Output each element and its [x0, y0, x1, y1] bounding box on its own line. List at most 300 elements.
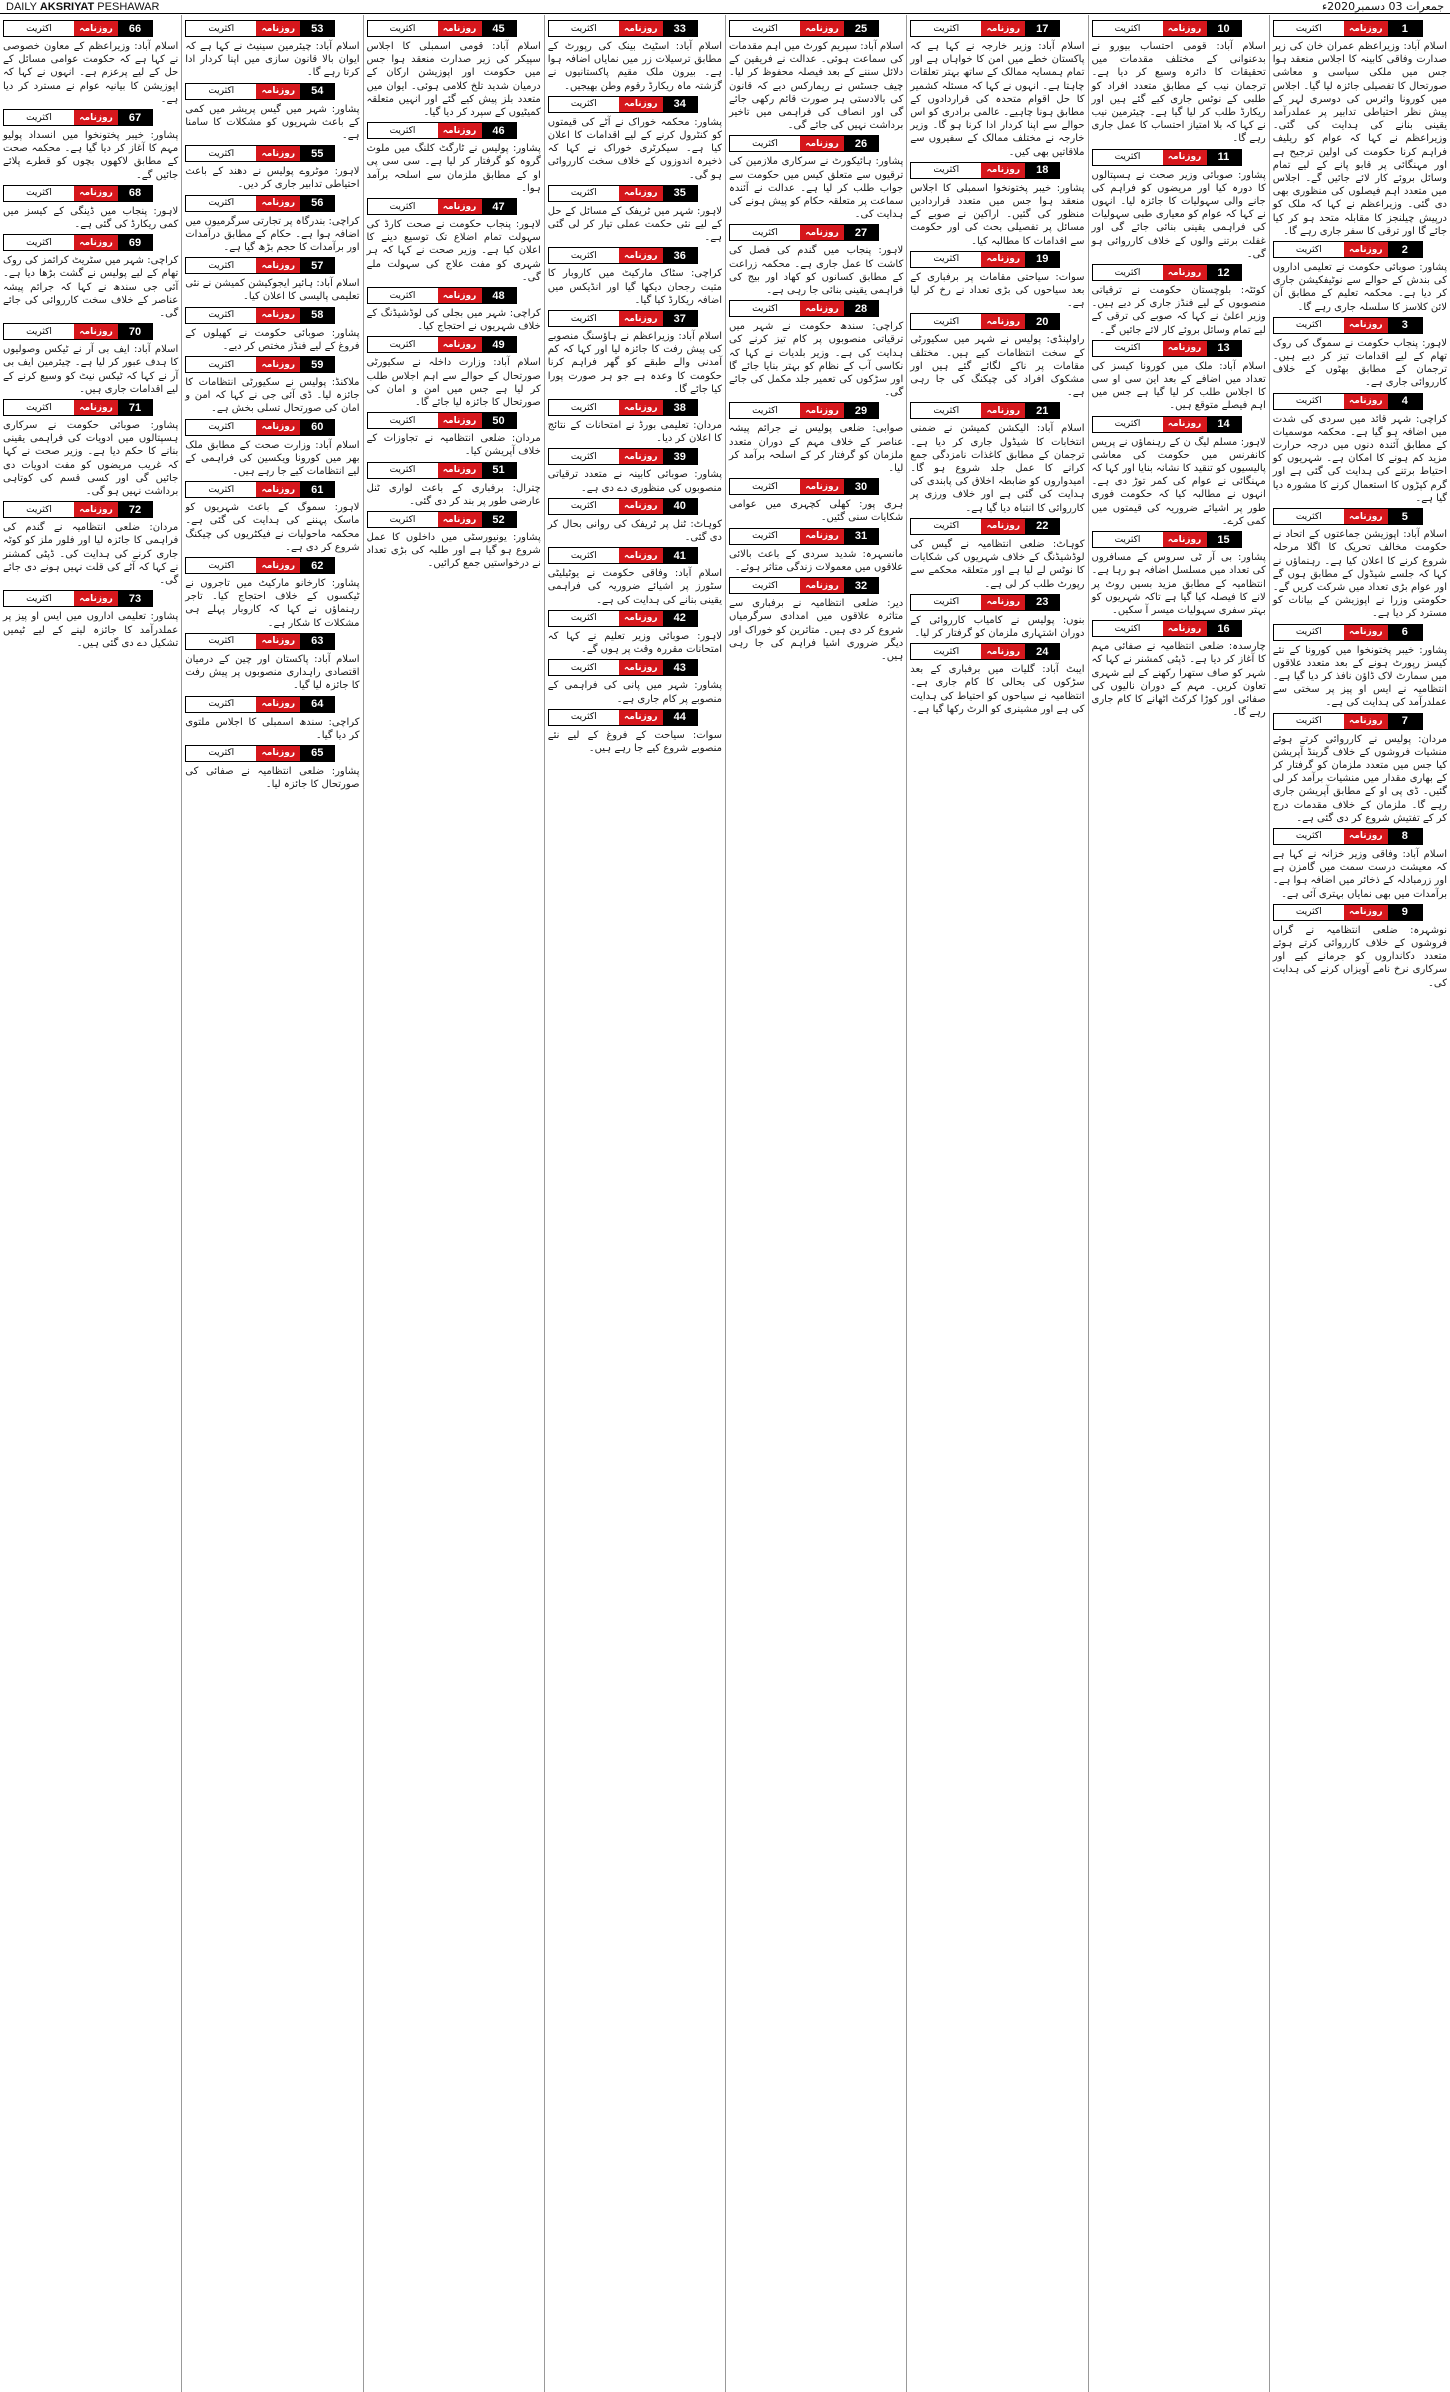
item-body-text: پشاور: خیبر پختونخوا میں انسداد پولیو مہم کا آغاز کر دیا گیا ہے۔ محکمہ صحت کے مطابق لاکھوں بچوں کو قطرے پلائے جائیں گے۔ — [3, 130, 179, 181]
item-number: 19 — [1025, 252, 1059, 267]
item-number: 42 — [663, 611, 697, 626]
badge-logo: روزنامہ — [800, 403, 844, 418]
item-body-text: کراچی: شہر میں بجلی کی لوڈشیڈنگ کے خلاف شہریوں نے احتجاج کیا۔ — [366, 308, 541, 333]
badge-logo: روزنامہ — [1163, 417, 1207, 432]
item-number: 6 — [1388, 625, 1422, 640]
badge-logo: روزنامہ — [619, 499, 663, 514]
item-body-text: اسلام آباد: اپوزیشن جماعتوں کے اتحاد نے حکومت مخالف تحریک کا اگلا مرحلہ شروع کرنے کا اعلان کیا ہے۔ رہنماؤں نے کہا کہ جلسے شیڈول کے مطابق ہوں گے اور عوام بڑی تعداد میں شرکت کریں گے۔ حکومتی وزرا نے اپوزیشن کے بیانات کو مسترد کر دیا ہے۔ — [1272, 529, 1447, 620]
news-item — [910, 313, 1084, 399]
badge-paper-name: اکثریت — [549, 400, 619, 415]
item-number: 22 — [1025, 519, 1059, 534]
badge-logo: روزنامہ — [438, 463, 482, 478]
badge-paper-name: اکثریت — [4, 186, 74, 201]
item-body-text: پشاور: خیبر پختونخوا اسمبلی کا اجلاس منعقد ہوا جس میں متعدد قراردادیں منظور کی گئیں۔ اراکین نے صوبے کے مسائل پر تفصیلی بحث کی اور حکومت سے اقدامات کا مطالبہ کیا۔ — [910, 182, 1085, 247]
item-body-text: مانسہرہ: شدید سردی کے باعث بالائی علاقوں میں معمولات زندگی متاثر ہوئے۔ — [729, 548, 904, 573]
badge-paper-name: اکثریت — [1274, 509, 1344, 524]
badge-logo: روزنامہ — [619, 660, 663, 675]
item-body-text: لاہور: پنجاب میں گندم کی فصل کی کاشت کا عمل جاری ہے۔ محکمہ زراعت کے مطابق کسانوں کو کھاد اور بیج کی فراہمی یقینی بنائی جا رہی ہے۔ — [729, 245, 904, 297]
item-badge — [548, 310, 698, 327]
badge-logo: روزنامہ — [438, 21, 482, 36]
item-body-text: پشاور: محکمہ خوراک نے آٹے کی قیمتوں کو کنٹرول کرنے کے لیے اقدامات کا اعلان کیا ہے۔ سیکرٹری خوراک نے کہا کہ ذخیرہ اندوزوں کے خلاف سخت کارروائی ہو گی۔ — [547, 116, 722, 181]
badge-logo: روزنامہ — [256, 634, 300, 649]
item-badge — [3, 234, 153, 251]
item-number: 15 — [1207, 532, 1241, 547]
badge-paper-name: اکثریت — [1274, 394, 1344, 409]
item-badge — [729, 224, 879, 241]
item-body-text: اسلام آباد: وزیر خارجہ نے کہا ہے کہ پاکستان خطے میں امن کا خواہاں ہے اور تمام ہمسایہ ممالک کے ساتھ بہتر تعلقات چاہتا ہے۔ انہوں نے کہا کہ مسئلہ کشمیر کا حل اقوام متحدہ کی قراردادوں کے مطابق ہونا چاہیے۔ عالمی برادری کو اس حوالے سے اپنا کردار ادا کرنا ہو گا۔ وزیر خارجہ نے مختلف ممالک کے سفیروں سے ملاقاتیں بھی کیں۔ — [910, 41, 1085, 158]
badge-paper-name: اکثریت — [730, 479, 800, 494]
item-badge — [548, 448, 698, 465]
item-badge — [729, 135, 879, 152]
item-badge — [185, 356, 335, 373]
news-item — [367, 511, 541, 571]
item-number: 38 — [663, 400, 697, 415]
badge-paper-name: اکثریت — [549, 248, 619, 263]
item-number: 47 — [482, 199, 516, 214]
badge-paper-name: اکثریت — [186, 697, 256, 712]
item-body-text: مردان: تعلیمی بورڈ نے امتحانات کے نتائج کا اعلان کر دیا۔ — [547, 420, 722, 445]
news-item — [910, 20, 1084, 159]
news-item — [1273, 508, 1447, 620]
badge-logo: روزنامہ — [438, 123, 482, 138]
item-body-text: لاہور: مسلم لیگ ن کے رہنماؤں نے پریس کانفرنس میں حکومت کی معاشی پالیسیوں کو تنقید کا نشانہ بنایا اور کہا کہ مہنگائی نے عوام کی کمر توڑ دی ہے۔ انہوں نے مطالبہ کیا کہ حکومت فوری طور پر اشیائے ضروریہ کی قیمتوں میں کمی کرے۔ — [1091, 436, 1266, 527]
item-number: 51 — [482, 463, 516, 478]
news-item — [185, 633, 359, 693]
badge-paper-name: اکثریت — [1093, 532, 1163, 547]
badge-paper-name: اکثریت — [549, 186, 619, 201]
badge-logo: روزنامہ — [1163, 621, 1207, 636]
badge-logo: روزنامہ — [438, 337, 482, 352]
news-item — [1273, 904, 1447, 990]
item-body-text: کراچی: سندھ اسمبلی کا اجلاس ملتوی کر دیا گیا۔ — [185, 716, 360, 741]
item-number: 72 — [118, 502, 152, 517]
badge-paper-name: اکثریت — [368, 21, 438, 36]
item-number: 52 — [482, 512, 516, 527]
item-number: 58 — [300, 308, 334, 323]
news-column — [0, 15, 181, 2392]
item-badge — [548, 399, 698, 416]
item-badge — [1273, 624, 1423, 641]
news-column — [1269, 15, 1450, 2392]
item-body-text: بنوں: پولیس نے کامیاب کارروائی کے دوران اشتہاری ملزمان کو گرفتار کر لیا۔ — [910, 614, 1085, 639]
badge-logo: روزنامہ — [1163, 21, 1207, 36]
badge-paper-name: اکثریت — [1274, 318, 1344, 333]
item-number: 25 — [844, 21, 878, 36]
badge-paper-name: اکثریت — [368, 123, 438, 138]
item-badge — [729, 20, 879, 37]
badge-logo: روزنامہ — [256, 308, 300, 323]
item-body-text: اسلام آباد: قومی احتساب بیورو نے بدعنوانی کے مختلف مقدمات میں تحقیقات کا دائرہ وسیع کر دیا ہے۔ ترجمان نیب کے مطابق متعدد افراد کو طلبی کے نوٹس جاری کیے گئے ہیں اور ریکارڈ طلب کر لیا گیا ہے۔ چیئرمین نیب نے کہا کہ بلا امتیاز احتساب کا عمل جاری رہے گا۔ — [1091, 41, 1266, 145]
badge-paper-name: اکثریت — [549, 548, 619, 563]
item-badge — [367, 462, 517, 479]
item-body-text: سوات: سیاحت کے فروغ کے لیے نئے منصوبے شروع کیے جا رہے ہیں۔ — [547, 729, 722, 754]
badge-logo: روزنامہ — [619, 248, 663, 263]
item-number: 40 — [663, 499, 697, 514]
item-badge — [367, 122, 517, 139]
item-number: 30 — [844, 479, 878, 494]
item-number: 5 — [1388, 509, 1422, 524]
item-number: 64 — [300, 697, 334, 712]
item-badge — [1273, 20, 1423, 37]
news-column — [725, 15, 906, 2392]
item-number: 18 — [1025, 163, 1059, 178]
item-badge — [1273, 904, 1423, 921]
badge-logo: روزنامہ — [800, 301, 844, 316]
item-body-text: پشاور: صوبائی حکومت نے کھیلوں کے فروغ کے لیے فنڈز مختص کر دیے۔ — [185, 327, 360, 352]
brand-prefix: DAILY — [6, 0, 40, 13]
badge-paper-name: اکثریت — [911, 314, 981, 329]
item-number: 11 — [1207, 150, 1241, 165]
item-badge — [729, 528, 879, 545]
item-number: 61 — [300, 482, 334, 497]
item-badge — [910, 162, 1060, 179]
item-number: 60 — [300, 420, 334, 435]
item-number: 70 — [118, 324, 152, 339]
news-item — [548, 709, 722, 755]
badge-logo: روزنامہ — [800, 21, 844, 36]
badge-paper-name: اکثریت — [549, 97, 619, 112]
item-badge — [910, 313, 1060, 330]
item-body-text: دیر: ضلعی انتظامیہ نے برفباری سے متاثرہ علاقوں میں امدادی سرگرمیاں شروع کر دی ہیں۔ متاثرین کو خوراک اور دیگر ضروری اشیا فراہم کی جا رہی ہیں۔ — [729, 598, 904, 662]
badge-paper-name: اکثریت — [911, 252, 981, 267]
item-body-text: پشاور: کارخانو مارکیٹ میں تاجروں نے ٹیکسوں کے خلاف احتجاج کیا۔ تاجر رہنماؤں نے کہا کہ کاروبار پہلے ہی مشکلات کا شکار ہے۔ — [185, 578, 360, 629]
item-body-text: اسلام آباد: وزارت صحت کے مطابق ملک بھر میں کورونا ویکسین کی فراہمی کے لیے انتظامات کیے جا رہے ہیں۔ — [185, 439, 360, 478]
news-item — [729, 528, 903, 574]
badge-paper-name: اکثریت — [186, 558, 256, 573]
newspaper-brand — [6, 1, 159, 13]
item-number: 46 — [482, 123, 516, 138]
item-body-text: اسلام آباد: ایف بی آر نے ٹیکس وصولیوں کا ہدف عبور کر لیا ہے۔ چیئرمین ایف بی آر نے کہا کہ ٹیکس نیٹ کو وسیع کرنے کے لیے اقدامات جاری ہیں۔ — [3, 344, 179, 395]
news-item — [185, 83, 359, 143]
badge-paper-name: اکثریت — [1274, 714, 1344, 729]
item-body-text: مردان: پولیس نے کارروائی کرتے ہوئے منشیات فروشوں کے خلاف گرینڈ آپریشن کیا جس میں متعدد ملزمان کو گرفتار کر کے بھاری مقدار میں منشیات برآمد کر لی گئیں۔ ڈی پی او کے مطابق آپریشن جاری رہے گا۔ ملزمان کے خلاف مقدمات درج کر کے تفتیش شروع کر دی گئی ہے۔ — [1272, 733, 1447, 824]
item-badge — [910, 643, 1060, 660]
news-item — [3, 323, 178, 396]
item-body-text: پشاور: پولیس نے ٹارگٹ کلنگ میں ملوث گروہ کو گرفتار کر لیا ہے۔ سی سی پی او کے مطابق ملزمان سے اسلحہ برآمد ہوا۔ — [366, 143, 541, 194]
badge-logo: روزنامہ — [256, 357, 300, 372]
news-item — [185, 257, 359, 303]
item-badge — [548, 610, 698, 627]
item-number: 36 — [663, 248, 697, 263]
badge-paper-name: اکثریت — [1274, 21, 1344, 36]
item-body-text: کراچی: بندرگاہ پر تجارتی سرگرمیوں میں اضافہ ہوا ہے۔ حکام کے مطابق درآمدات اور برآمدات کا حجم بڑھ گیا ہے۔ — [185, 215, 360, 254]
badge-paper-name: اکثریت — [549, 449, 619, 464]
badge-paper-name: اکثریت — [186, 482, 256, 497]
item-body-text: کراچی: سندھ حکومت نے شہر میں ترقیاتی منصوبوں پر کام تیز کرنے کی ہدایت کی ہے۔ وزیر بلدیات نے کہا کہ نکاسی آب کے نظام کو بہتر بنایا جائے گا اور سڑکوں کی تعمیر جلد مکمل کی جائے گی۔ — [729, 321, 904, 399]
item-badge — [1273, 508, 1423, 525]
brand-city: PESHAWAR — [94, 0, 160, 13]
news-item — [185, 745, 359, 791]
badge-paper-name: اکثریت — [186, 420, 256, 435]
dateline: جمعرات 03 دسمبر2020ء — [1321, 0, 1444, 13]
item-number: 28 — [844, 301, 878, 316]
badge-paper-name: اکثریت — [186, 258, 256, 273]
news-item — [367, 462, 541, 508]
item-body-text: پشاور: ہائیکورٹ نے سرکاری ملازمین کی ترقیوں سے متعلق کیس میں حکومت سے جواب طلب کر لیا ہے۔ عدالت نے آئندہ سماعت پر متعلقہ حکام کو پیش ہونے کی ہدایت کی۔ — [729, 156, 904, 221]
news-item — [910, 251, 1084, 311]
item-number: 55 — [300, 146, 334, 161]
item-badge — [367, 412, 517, 429]
badge-paper-name: اکثریت — [4, 235, 74, 250]
badge-paper-name: اکثریت — [730, 403, 800, 418]
item-badge — [3, 323, 153, 340]
item-number: 39 — [663, 449, 697, 464]
badge-logo: روزنامہ — [74, 186, 118, 201]
news-item — [1273, 828, 1447, 901]
item-number: 10 — [1207, 21, 1241, 36]
item-badge — [729, 577, 879, 594]
item-number: 37 — [663, 311, 697, 326]
badge-paper-name: اکثریت — [1274, 625, 1344, 640]
news-item — [1273, 317, 1447, 390]
badge-logo: روزنامہ — [981, 21, 1025, 36]
badge-logo: روزنامہ — [74, 235, 118, 250]
item-body-text: پشاور: شہر میں گیس پریشر میں کمی کے باعث شہریوں کو مشکلات کا سامنا ہے۔ — [185, 103, 360, 142]
news-item — [729, 135, 903, 221]
badge-paper-name: اکثریت — [549, 499, 619, 514]
item-number: 49 — [482, 337, 516, 352]
badge-logo: روزنامہ — [74, 110, 118, 125]
news-item — [3, 109, 178, 182]
news-item — [548, 247, 722, 307]
item-number: 53 — [300, 21, 334, 36]
news-item — [1273, 20, 1447, 238]
item-body-text: پشاور: شہر میں پانی کی فراہمی کے منصوبے پر کام جاری ہے۔ — [547, 680, 722, 705]
badge-paper-name: اکثریت — [730, 225, 800, 240]
badge-paper-name: اکثریت — [186, 634, 256, 649]
news-item — [185, 356, 359, 416]
item-number: 57 — [300, 258, 334, 273]
item-badge — [1092, 620, 1242, 637]
item-body-text: چترال: برفباری کے باعث لواری ٹنل عارضی طور پر بند کر دی گئی۔ — [366, 482, 541, 507]
item-badge — [185, 696, 335, 713]
badge-logo: روزنامہ — [438, 512, 482, 527]
item-body-text: ایبٹ آباد: گلیات میں برفباری کے بعد سڑکوں کی بحالی کا کام جاری ہے۔ انتظامیہ نے سیاحوں کو احتیاط کی ہدایت کی ہے اور مشینری کو الرٹ رکھا گیا ہے۔ — [910, 664, 1085, 715]
news-item — [1092, 340, 1266, 413]
badge-logo: روزنامہ — [981, 644, 1025, 659]
item-number: 14 — [1207, 417, 1241, 432]
news-item — [548, 399, 722, 445]
item-body-text: پشاور: صوبائی کابینہ نے متعدد ترقیاتی منصوبوں کی منظوری دے دی ہے۔ — [547, 469, 722, 494]
item-badge — [1273, 713, 1423, 730]
badge-paper-name: اکثریت — [186, 196, 256, 211]
news-item — [910, 518, 1084, 591]
item-body-text: مردان: ضلعی انتظامیہ نے تجاوزات کے خلاف آپریشن کیا۔ — [366, 433, 541, 458]
news-item — [548, 20, 722, 93]
news-item — [185, 145, 359, 191]
badge-logo: روزنامہ — [800, 225, 844, 240]
badge-paper-name: اکثریت — [4, 21, 74, 36]
news-column — [906, 15, 1087, 2392]
item-number: 48 — [482, 288, 516, 303]
badge-logo: روزنامہ — [981, 595, 1025, 610]
news-item — [910, 162, 1084, 248]
item-badge — [1273, 241, 1423, 258]
item-body-text: پشاور: صوبائی حکومت نے سرکاری ہسپتالوں میں ادویات کی فراہمی یقینی بنانے کا حکم دیا ہے۔ وزیر صحت نے کہا کہ غریب مریضوں کو مفت ادویات دی جائیں گی اور کسی قسم کی کوتاہی برداشت نہیں ہو گی۔ — [3, 420, 179, 498]
badge-paper-name: اکثریت — [911, 403, 981, 418]
item-number: 54 — [300, 84, 334, 99]
item-badge — [3, 185, 153, 202]
badge-paper-name: اکثریت — [549, 311, 619, 326]
badge-logo: روزنامہ — [438, 413, 482, 428]
badge-paper-name: اکثریت — [730, 529, 800, 544]
badge-logo: روزنامہ — [256, 746, 300, 761]
item-badge — [185, 257, 335, 274]
badge-logo: روزنامہ — [619, 311, 663, 326]
item-number: 56 — [300, 196, 334, 211]
item-badge — [3, 20, 153, 37]
badge-logo: روزنامہ — [981, 314, 1025, 329]
brand-name: AKSRIYAT — [39, 0, 95, 13]
news-item — [367, 20, 541, 119]
item-number: 29 — [844, 403, 878, 418]
item-number: 68 — [118, 186, 152, 201]
badge-logo: روزنامہ — [1163, 265, 1207, 280]
news-column — [363, 15, 544, 2392]
item-body-text: کوہاٹ: ضلعی انتظامیہ نے گیس کی لوڈشیڈنگ کے خلاف شہریوں کی شکایات کا نوٹس لے لیا ہے اور متعلقہ محکمے سے رپورٹ طلب کر لی ہے۔ — [910, 538, 1085, 590]
badge-logo: روزنامہ — [256, 196, 300, 211]
item-number: 20 — [1025, 314, 1059, 329]
item-badge — [548, 247, 698, 264]
item-badge — [548, 547, 698, 564]
item-body-text: اسلام آباد: ہائیر ایجوکیشن کمیشن نے نئی تعلیمی پالیسی کا اعلان کیا۔ — [185, 278, 360, 303]
news-item — [548, 659, 722, 705]
item-badge — [1273, 317, 1423, 334]
news-item — [1092, 620, 1266, 719]
badge-paper-name: اکثریت — [186, 746, 256, 761]
news-item — [1092, 264, 1266, 337]
item-number: 17 — [1025, 21, 1059, 36]
badge-paper-name: اکثریت — [186, 21, 256, 36]
item-badge — [1092, 416, 1242, 433]
badge-logo: روزنامہ — [256, 558, 300, 573]
item-badge — [3, 590, 153, 607]
item-body-text: پشاور: بی آر ٹی سروس کے مسافروں کی تعداد میں مسلسل اضافہ ہو رہا ہے۔ انتظامیہ کے مطابق مزید بسیں روٹ پر لانے کا فیصلہ کیا گیا ہے تاکہ شہریوں کو بہتر سفری سہولیات میسر آ سکیں۔ — [1091, 552, 1266, 616]
item-body-text: پشاور: خیبر پختونخوا میں کورونا کے نئے کیسز رپورٹ ہونے کے بعد متعدد علاقوں میں سمارٹ لاک ڈاؤن نافذ کر دیا گیا ہے۔ انتظامیہ نے ایس او پیز پر سختی سے عملدرآمد کی ہدایت کی ہے۔ — [1272, 644, 1447, 709]
item-number: 69 — [118, 235, 152, 250]
badge-paper-name: اکثریت — [186, 357, 256, 372]
news-item — [548, 310, 722, 396]
item-badge — [3, 399, 153, 416]
item-number: 1 — [1388, 21, 1422, 36]
item-badge — [185, 20, 335, 37]
item-body-text: پشاور: تعلیمی اداروں میں ایس او پیز پر عملدرآمد کا جائزہ لینے کے لیے ٹیمیں تشکیل دے دی گئی ہیں۔ — [3, 611, 179, 649]
item-body-text: لاہور: پنجاب میں ڈینگی کے کیسز میں کمی ریکارڈ کی گئی ہے۔ — [3, 205, 179, 231]
badge-paper-name: اکثریت — [186, 146, 256, 161]
news-item — [729, 402, 903, 475]
badge-paper-name: اکثریت — [1274, 905, 1344, 920]
item-body-text: اسلام آباد: الیکشن کمیشن نے ضمنی انتخابات کا شیڈول جاری کر دیا ہے۔ ترجمان کے مطابق کاغذات نامزدگی جمع کرانے کا عمل جلد شروع ہو گا۔ امیدواروں کو ضابطہ اخلاق کی پابندی کی ہدایت کی گئی ہے اور خلاف ورزی پر کارروائی کا انتباہ دیا گیا ہے۔ — [910, 423, 1085, 514]
item-badge — [367, 511, 517, 528]
news-item — [1273, 241, 1447, 314]
item-body-text: کراچی: شہر قائد میں سردی کی شدت میں اضافہ ہو گیا ہے۔ محکمہ موسمیات کے مطابق آئندہ دنوں میں درجہ حرارت مزید کم ہونے کا امکان ہے۔ شہریوں کو احتیاط برتنے کی ہدایت کی گئی ہے اور گرم کپڑوں کا استعمال کرنے کا مشورہ دیا گیا ہے۔ — [1272, 413, 1447, 504]
item-badge — [910, 594, 1060, 611]
item-number: 31 — [844, 529, 878, 544]
badge-paper-name: اکثریت — [368, 463, 438, 478]
news-item — [910, 643, 1084, 716]
item-body-text: مردان: ضلعی انتظامیہ نے گندم کی فراہمی کا جائزہ لیا اور فلور ملز کو کوٹہ جاری کرنے کی ہدایت کی۔ ڈپٹی کمشنر نے کہا کہ آٹے کی قلت نہیں ہونے دی جائے گی۔ — [3, 522, 179, 587]
news-item — [1273, 393, 1447, 505]
item-body-text: سوات: سیاحتی مقامات پر برفباری کے بعد سیاحوں کی بڑی تعداد نے رخ کر لیا ہے۔ — [910, 271, 1085, 310]
item-badge — [185, 307, 335, 324]
news-item — [729, 20, 903, 132]
badge-logo: روزنامہ — [74, 21, 118, 36]
item-badge — [1092, 340, 1242, 357]
item-number: 63 — [300, 634, 334, 649]
item-number: 8 — [1388, 829, 1422, 844]
badge-paper-name: اکثریت — [549, 611, 619, 626]
badge-logo: روزنامہ — [256, 21, 300, 36]
news-item — [548, 498, 722, 544]
news-item — [3, 234, 178, 320]
item-body-text: لاہور: موٹروے پولیس نے دھند کے باعث احتیاطی تدابیر جاری کر دیں۔ — [185, 166, 360, 191]
item-number: 7 — [1388, 714, 1422, 729]
badge-paper-name: اکثریت — [368, 512, 438, 527]
item-badge — [729, 478, 879, 495]
item-body-text: کوہاٹ: ٹنل پر ٹریفک کی روانی بحال کر دی گئی۔ — [547, 518, 722, 544]
badge-paper-name: اکثریت — [549, 21, 619, 36]
badge-logo: روزنامہ — [1344, 394, 1388, 409]
item-badge — [1092, 531, 1242, 548]
item-number: 23 — [1025, 595, 1059, 610]
item-badge — [1092, 20, 1242, 37]
badge-paper-name: اکثریت — [911, 644, 981, 659]
badge-paper-name: اکثریت — [730, 21, 800, 36]
news-item — [185, 307, 359, 353]
item-body-text: صوابی: ضلعی پولیس نے جرائم پیشہ عناصر کے خلاف مہم کے دوران متعدد ملزمان کو گرفتار کر کے اسلحہ برآمد کر لیا۔ — [729, 423, 904, 475]
item-badge — [367, 198, 517, 215]
item-number: 3 — [1388, 318, 1422, 333]
item-badge — [185, 745, 335, 762]
badge-paper-name: اکثریت — [549, 660, 619, 675]
item-body-text: کراچی: سٹاک مارکیٹ میں کاروبار کا مثبت رجحان دیکھا گیا اور انڈیکس میں اضافہ ریکارڈ کیا گیا۔ — [547, 268, 722, 306]
item-number: 44 — [663, 710, 697, 725]
badge-logo: روزنامہ — [619, 97, 663, 112]
item-badge — [548, 659, 698, 676]
item-number: 9 — [1388, 905, 1422, 920]
item-body-text: اسلام آباد: سپریم کورٹ میں اہم مقدمات کی سماعت ہوئی۔ عدالت نے فریقین کے دلائل سننے کے بعد فیصلہ محفوظ کر لیا۔ چیف جسٹس نے ریمارکس دیے کہ قانون کی بالادستی ہر صورت قائم رکھی جائے گی اور انصاف کی فراہمی میں تاخیر برداشت نہیں کی جائے گی۔ — [729, 41, 904, 132]
item-body-text: اسلام آباد: وزارت داخلہ نے سکیورٹی صورتحال کے حوالے سے اہم اجلاس طلب کر لیا ہے جس میں امن و امان کی صورتحال کا جائزہ لیا جائے گا۔ — [366, 357, 541, 409]
item-badge — [1092, 149, 1242, 166]
news-item — [548, 448, 722, 494]
badge-logo: روزنامہ — [800, 479, 844, 494]
news-item — [367, 198, 541, 284]
item-body-text: اسلام آباد: ملک میں کورونا کیسز کی تعداد میں اضافے کے بعد این سی او سی کا اجلاس طلب کر لیا گیا ہے جس میں اہم فیصلے متوقع ہیں۔ — [1091, 360, 1266, 412]
masthead — [0, 0, 1450, 14]
badge-logo: روزنامہ — [1344, 509, 1388, 524]
item-badge — [910, 251, 1060, 268]
badge-logo: روزنامہ — [74, 591, 118, 606]
item-badge — [185, 83, 335, 100]
item-body-text: پشاور: صوبائی حکومت نے تعلیمی اداروں کی بندش کے حوالے سے نوٹیفکیشن جاری کر دیا ہے۔ محکمہ تعلیم کے مطابق آن لائن کلاسز کا سلسلہ جاری رہے گا۔ — [1272, 262, 1447, 313]
item-number: 66 — [118, 21, 152, 36]
item-badge — [3, 109, 153, 126]
badge-paper-name: اکثریت — [1093, 21, 1163, 36]
item-number: 59 — [300, 357, 334, 372]
badge-paper-name: اکثریت — [730, 301, 800, 316]
badge-paper-name: اکثریت — [1274, 829, 1344, 844]
badge-paper-name: اکثریت — [1093, 150, 1163, 165]
badge-logo: روزنامہ — [256, 146, 300, 161]
item-badge — [185, 481, 335, 498]
item-number: 62 — [300, 558, 334, 573]
badge-paper-name: اکثریت — [4, 324, 74, 339]
news-item — [910, 402, 1084, 514]
badge-logo: روزنامہ — [438, 288, 482, 303]
item-body-text: لاہور: سموگ کے باعث شہریوں کو ماسک پہننے کی ہدایت کی گئی ہے۔ محکمہ ماحولیات نے فیکٹریوں کی چیکنگ شروع کر دی ہے۔ — [185, 502, 360, 553]
item-badge — [729, 300, 879, 317]
badge-paper-name: اکثریت — [186, 84, 256, 99]
